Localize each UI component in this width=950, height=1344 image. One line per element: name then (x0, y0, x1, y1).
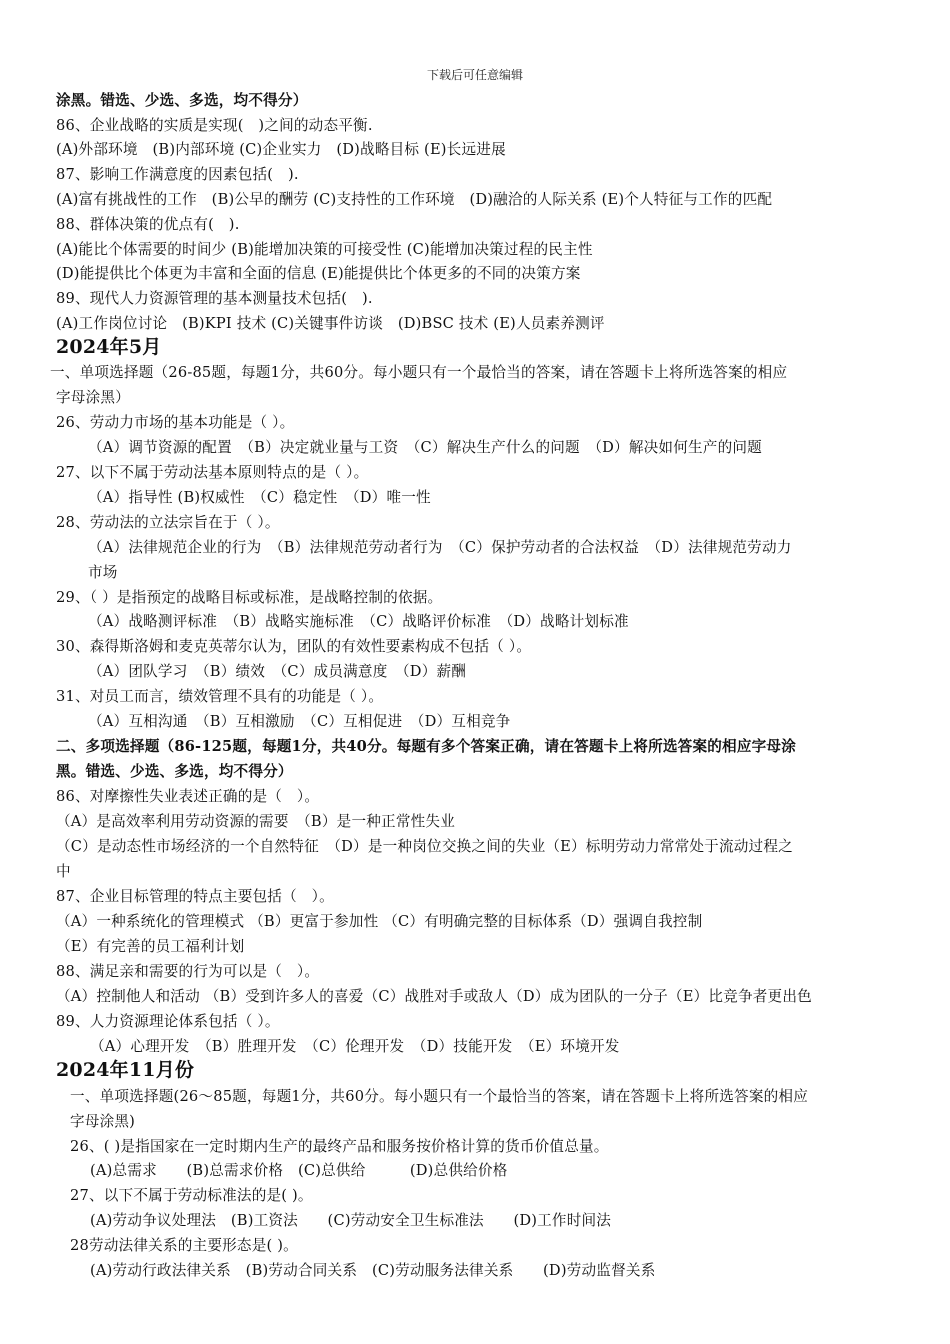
question-86: 86、对摩擦性失业表述正确的是（ ）。 (56, 788, 320, 805)
options-26: （A）调节资源的配置 （B）决定就业量与工资 （C）解决生产什么的问题 （D）解决如何生产的问题 (88, 439, 762, 456)
question-88: 88、满足亲和需要的行为可以是（ ）。 (56, 963, 320, 980)
question-26: 26、( )是指国家在一定时期内生产的最终产品和服务按价格计算的货币价值总量。 (70, 1138, 609, 1155)
options-29: （A）战略测评标准 （B）战略实施标准 （C）战略评价标准 （D）战略计划标准 (88, 613, 629, 630)
options-28: （A）法律规范企业的行为 （B）法律规范劳动者行为 （C）保护劳动者的合法权益 （D）法律规范劳动力 (88, 539, 792, 556)
page-header: 下载后可任意编辑 (426, 68, 523, 82)
options-88: （A）控制他人和活动 （B）受到许多人的喜爱（C）战胜对手或敌人（D）成为团队的一分子（E）比竞争者更出色 (56, 988, 812, 1005)
question-89: 89、现代人力资源管理的基本测量技术包括( ). (56, 290, 373, 307)
text-line: 涂黑。错选、少选、多选，均不得分） (56, 92, 308, 109)
options-86: (A)外部环境 (B)内部环境 (C)企业实力 (D)战略目标 (E)长远进展 (56, 141, 506, 158)
question-89: 89、人力资源理论体系包括（ ）。 (56, 1013, 280, 1030)
options-87: (A)富有挑战性的工作 (B)公早的酬劳 (C)支持性的工作环境 (D)融洽的人际关系 (E)个人特征与工作的匹配 (56, 191, 773, 208)
question-88: 88、群体决策的优点有( ). (56, 216, 240, 233)
question-28: 28劳动法律关系的主要形态是( )。 (70, 1237, 298, 1254)
options-89: (A)工作岗位讨论 (B)KPI 技术 (C)关键事件访谈 (D)BSC 技术 (E)人员素养测评 (56, 315, 605, 332)
options-89: （A）心理开发 （B）胜理开发 （C）伦理开发 （D）技能开发 （E）环境开发 (90, 1038, 620, 1055)
section-instructions-cont: 字母涂黑） (56, 389, 130, 406)
question-27: 27、以下不属于劳动标准法的是( )。 (70, 1187, 313, 1204)
options-27: （A）指导性 (B)权威性 （C）稳定性 （D）唯一性 (88, 489, 431, 506)
options-30: （A）团队学习 （B）绩效 （C）成员满意度 （D）薪酬 (88, 663, 467, 680)
section-instructions: 一、单项选择题(26～85题，每题1分，共60分。每小题只有一个最恰当的答案，请在答题卡上将所选答案的相应 (70, 1088, 809, 1105)
options-86-b: （C）是动态性市场经济的一个自然特征 （D）是一种岗位交换之间的失业（E）标明劳动力常常处于流动过程之 (56, 838, 793, 855)
question-26: 26、劳动力市场的基本功能是（ ）。 (56, 414, 295, 431)
section-heading-multi: 二、多项选择题（86-125题，每题1分，共40分。每题有多个答案正确，请在答题卡上将所选答案的相应字母涂 (56, 738, 797, 755)
question-29: 29、（ ）是指预定的战略目标或标准，是战略控制的依据。 (56, 589, 443, 606)
options-88-b: (D)能提供比个体更为丰富和全面的信息 (E)能提供比个体更多的不同的决策方案 (56, 265, 581, 282)
section-heading-multi-cont: 黑。错选、少选、多选，均不得分） (56, 763, 293, 780)
question-86: 86、企业战略的实质是实现( )之间的动态平衡. (56, 117, 373, 134)
section-instructions: 一、单项选择题（26-85题，每题1分，共60分。每小题只有一个最恰当的答案，请在答题卡上将所选答案的相应 (50, 364, 788, 381)
options-28: (A)劳动行政法律关系 (B)劳动合同关系 (C)劳动服务法律关系 (D)劳动监督关系 (90, 1262, 656, 1279)
options-87-a: （A）一种系统化的管理模式 （B）更富于参加性 （C）有明确完整的目标体系（D）强调自我控制 (56, 913, 703, 930)
question-28: 28、劳动法的立法宗旨在于（ ）。 (56, 514, 280, 531)
options-86-a: （A）是高效率利用劳动资源的需要 （B）是一种正常性失业 (56, 813, 456, 830)
options-28-cont: 市场 (88, 564, 118, 581)
options-87-b: （E）有完善的员工福利计划 (56, 938, 245, 955)
options-26: (A)总需求 (B)总需求价格 (C)总供给 (D)总供给价格 (90, 1162, 508, 1179)
section-heading-2024-may: 2024年5月 (56, 336, 162, 358)
question-27: 27、以下不属于劳动法基本原则特点的是（ ）。 (56, 464, 369, 481)
section-heading-2024-nov: 2024年11月份 (56, 1059, 195, 1081)
options-86-c: 中 (56, 863, 71, 880)
question-87: 87、影响工作满意度的因素包括( ). (56, 166, 299, 183)
options-31: （A）互相沟通 （B）互相激励 （C）互相促进 （D）互相竞争 (88, 713, 511, 730)
options-27: (A)劳动争议处理法 (B)工资法 (C)劳动安全卫生标准法 (D)工作时间法 (90, 1212, 612, 1229)
section-instructions-cont: 字母涂黑) (70, 1113, 136, 1130)
question-30: 30、森得斯洛姆和麦克英蒂尔认为，团队的有效性要素构成不包括（ ）。 (56, 638, 532, 655)
question-87: 87、企业目标管理的特点主要包括（ ）。 (56, 888, 334, 905)
options-88-a: (A)能比个体需要的时间少 (B)能增加决策的可接受性 (C)能增加决策过程的民主性 (56, 241, 593, 258)
question-31: 31、对员工而言，绩效管理不具有的功能是（ ）。 (56, 688, 384, 705)
